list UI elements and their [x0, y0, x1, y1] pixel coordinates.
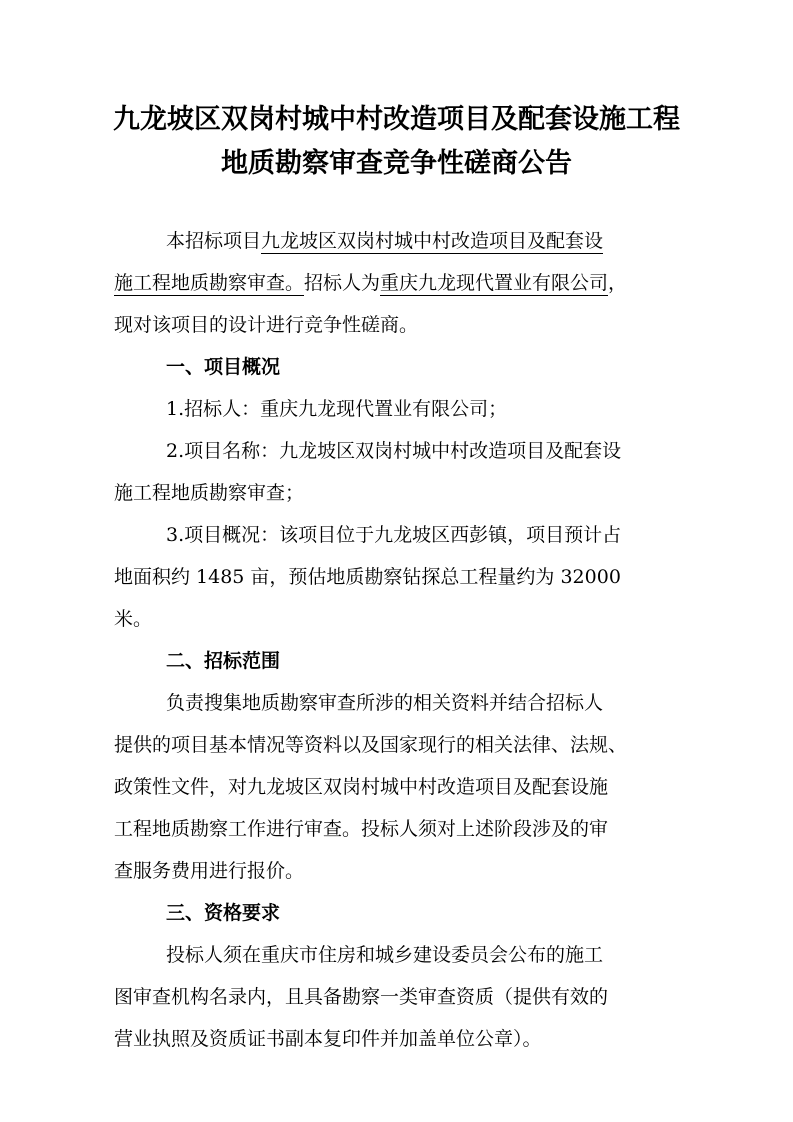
- section-3-line: 投标人须在重庆市住房和城乡建设委员会公布的施工: [166, 944, 604, 966]
- section-2-line: 负责搜集地质勘察审查所涉的相关资料并结合招标人: [166, 692, 604, 714]
- tenderer-company-underlined: 重庆九龙现代置业有限公司: [380, 272, 609, 294]
- section-2-line: 工程地质勘察工作进行审查。投标人须对上述阶段涉及的审: [114, 818, 609, 840]
- section-1-item-2-line-2: 施工程地质勘察审查；: [114, 482, 305, 504]
- section-3-line: 营业执照及资质证书副本复印件并加盖单位公章）。: [114, 1028, 542, 1050]
- section-1-item-3-line-1: 3.项目概况：该项目位于九龙坡区西彭镇，项目预计占: [166, 524, 622, 546]
- intro-comma: ，: [608, 272, 628, 294]
- section-1-heading: 一、项目概况: [166, 356, 281, 378]
- section-2-line: 提供的项目基本情况等资料以及国家现行的相关法律、法规、: [114, 734, 628, 756]
- intro-line-2: [114, 268, 793, 298]
- document-title-line-2: 地质勘察审查竞争性磋商公告: [221, 148, 572, 179]
- intro-line-1: [166, 226, 793, 256]
- section-1-item-3-line-2: 地面积约 1485 亩，预估地质勘察钻探总工程量约为 32000: [114, 566, 621, 588]
- project-name-underlined: 九龙坡区双岗村城中村改造项目及配套设: [261, 230, 604, 252]
- section-2-heading: 二、招标范围: [166, 650, 281, 672]
- intro-prefix: 本招标项目: [166, 230, 262, 252]
- section-2-line: 政策性文件，对九龙坡区双岗村城中村改造项目及配套设施: [114, 776, 609, 798]
- document-title-line-1: 九龙坡区双岗村城中村改造项目及配套设施工程: [113, 104, 680, 135]
- section-1-item-2-line-1: 2.项目名称：九龙坡区双岗村城中村改造项目及配套设: [166, 440, 622, 462]
- section-1-item-3-line-3: 米。: [114, 608, 153, 630]
- section-3-heading: 三、资格要求: [166, 902, 281, 924]
- intro-line-3: 现对该项目的设计进行竞争性磋商。: [114, 314, 419, 336]
- project-name-underlined-cont: 施工程地质勘察审查。: [114, 272, 305, 294]
- section-3-line: 图审查机构名录内，且具备勘察一类审查资质（提供有效的: [114, 986, 609, 1008]
- section-2-line: 查服务费用进行报价。: [114, 860, 305, 882]
- intro-tenderer-label: 招标人为: [304, 272, 381, 294]
- section-1-item-1: 1.招标人：重庆九龙现代置业有限公司；: [166, 398, 508, 420]
